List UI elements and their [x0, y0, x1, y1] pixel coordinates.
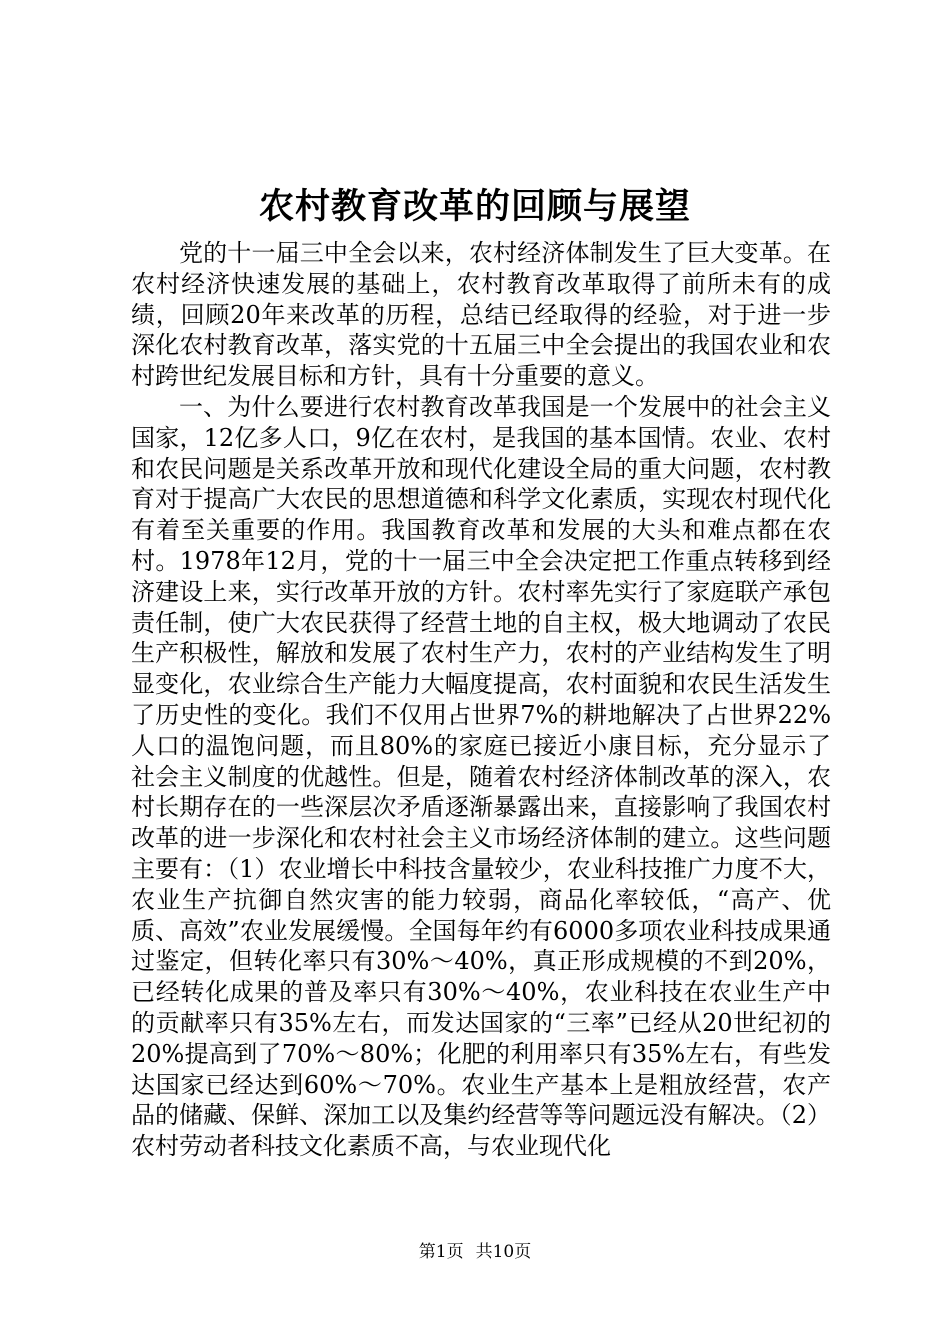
document-body: [131, 238, 831, 1162]
page-footer: [0, 1240, 950, 1264]
paragraph-intro: 党的十一届三中全会以来，农村经济体制发生了巨大变革。在农村经济快速发展的基础上，农村教育改革取得了前所未有的成绩，回顾20年来改革的历程，总结已经取得的经验，对于进一步深化农村教育改革，落实党的十五届三中全会提出的我国农业和农村跨世纪发展目标和方针，具有十分重要的意义。: [131, 239, 831, 391]
paragraph-section-one: 一、为什么要进行农村教育改革我国是一个发展中的社会主义国家，12亿多人口，9亿在农村，是我国的基本国情。农业、农村和农民问题是关系改革开放和现代化建设全局的重大问题，农村教育对于提高广大农民的思想道德和科学文化素质，实现农村现代化有着至关重要的作用。我国教育改革和发展的大头和难点都在农村。1978年12月，党的十一届三中全会决定把工作重点转移到经济建设上来，实行改革开放的方针。农村率先实行了家庭联产承包责任制，使广大农民获得了经营土地的自主权，极大地调动了农民生产积极性，解放和发展了农村生产力，农村的产业结构发生了明显变化，农业综合生产能力大幅度提高，农村面貌和农民生活发生了历史性的变化。我们不仅用占世界7%的耕地解决了占世界22%人口的温饱问题，而且80%的家庭已接近小康目标，充分显示了社会主义制度的优越性。但是，随着农村经济体制改革的深入，农村长期存在的一些深层次矛盾逐渐暴露出来，直接影响了我国农村改革的进一步深化和农村社会主义市场经济体制的建立。这些问题主要有：（1）农业增长中科技含量较少，农业科技推广力度不大，农业生产抗御自然灾害的能力较弱，商品化率较低，“高产、优质、高效”农业发展缓慢。全国每年约有6000多项农业科技成果通过鉴定，但转化率只有30%～40%，真正形成规模的不到20%，已经转化成果的普及率只有30%～40%，农业科技在农业生产中的贡献率只有35%左右，而发达国家的“三率”已经从20世纪初的20%提高到了70%～80%；化肥的利用率只有35%左右，有些发达国家已经达到60%～70%。农业生产基本上是粗放经营，农产品的储藏、保鲜、深加工以及集约经营等等问题远没有解决。（2）农村劳动者科技文化素质不高，与农业现代化: [131, 392, 831, 1161]
page-total: 共10页: [475, 1242, 532, 1262]
page-number: 第1页: [418, 1242, 464, 1262]
document-title: 农村教育改革的回顾与展望: [258, 186, 691, 227]
